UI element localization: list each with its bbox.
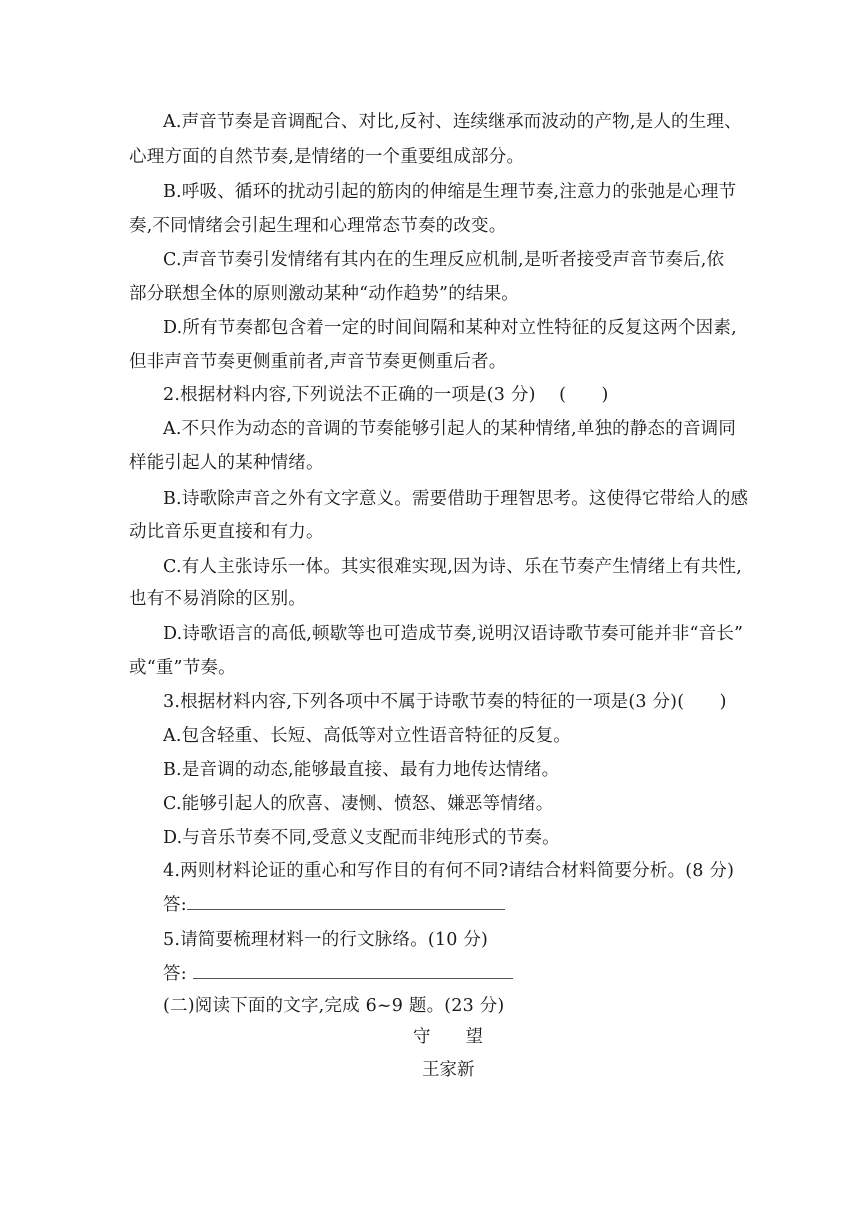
q2-option-d-line1: D.诗歌语言的高低,顿歇等也可造成节奏,说明汉语诗歌节奏可能并非“音长” (163, 624, 744, 644)
passage-title: 守 望 (413, 1027, 483, 1047)
q2-option-a-line1: A.不只作为动态的音调的节奏能够引起人的某种情绪,单独的静态的音调同 (163, 419, 737, 439)
q3-option-b: B.是音调的动态,能够最直接、最有力地传达情绪。 (163, 760, 560, 780)
q1-option-c-line1: C.声音节奏引发情绪有其内在的生理反应机制,是听者接受声音节奏后,依 (163, 250, 725, 270)
q1-option-a-line1: A.声音节奏是音调配合、对比,反衬、连续继承而波动的产物,是人的生理、 (163, 112, 742, 132)
q1-option-a-line2: 心理方面的自然节奏,是情绪的一个重要组成部分。 (129, 147, 525, 167)
q4-answer-label: 答: (163, 895, 187, 915)
q4-stem: 4.两则材料论证的重心和写作目的有何不同?请结合材料简要分析。(8 分) (163, 861, 735, 881)
passage-author: 王家新 (422, 1060, 475, 1080)
q2-option-c-line2: 也有不易消除的区别。 (129, 589, 306, 609)
section2-intro: (二)阅读下面的文字,完成 6~9 题。(23 分) (163, 996, 505, 1016)
q2-option-b-line2: 动比音乐更直接和有力。 (129, 522, 324, 542)
q2-option-a-line2: 样能引起人的某种情绪。 (129, 453, 324, 473)
q4-answer-line[interactable] (187, 895, 505, 910)
q1-option-d-line1: D.所有节奏都包含着一定的时间间隔和某种对立性特征的反复这两个因素, (163, 318, 737, 338)
q3-option-c: C.能够引起人的欣喜、凄恻、愤怒、嫌恶等情绪。 (163, 794, 554, 814)
q1-option-c-line2: 部分联想全体的原则激动某种“动作趋势”的结果。 (129, 284, 519, 304)
q2-stem: 2.根据材料内容,下列说法不正确的一项是(3 分) ( ) (163, 385, 609, 405)
q5-answer-label: 答: (163, 964, 193, 984)
q1-option-b-line1: B.呼吸、循环的扰动引起的筋肉的伸缩是生理节奏,注意力的张弛是心理节 (163, 182, 737, 202)
q1-option-b-line2: 奏,不同情绪会引起生理和心理常态节奏的改变。 (129, 216, 507, 236)
q5-answer-row (163, 962, 513, 986)
q5-stem: 5.请简要梳理材料一的行文脉络。(10 分) (163, 930, 489, 950)
q2-option-b-line1: B.诗歌除声音之外有文字意义。需要借助于理智思考。这使得它带给人的感 (163, 489, 749, 509)
q1-option-d-line2: 但非声音节奏更侧重前者,声音节奏更侧重后者。 (129, 352, 507, 372)
q3-option-a: A.包含轻重、长短、高低等对立性语音特征的反复。 (163, 726, 571, 746)
q3-option-d: D.与音乐节奏不同,受意义支配而非纯形式的节奏。 (163, 828, 560, 848)
q2-option-d-line2: 或“重”节奏。 (129, 658, 236, 678)
q4-answer-row (163, 893, 505, 917)
q2-option-c-line1: C.有人主张诗乐一体。其实很难实现,因为诗、乐在节奏产生情绪上有共性, (163, 557, 742, 577)
q3-stem: 3.根据材料内容,下列各项中不属于诗歌节奏的特征的一项是(3 分)( ) (163, 692, 727, 712)
q5-answer-line[interactable] (193, 964, 513, 979)
